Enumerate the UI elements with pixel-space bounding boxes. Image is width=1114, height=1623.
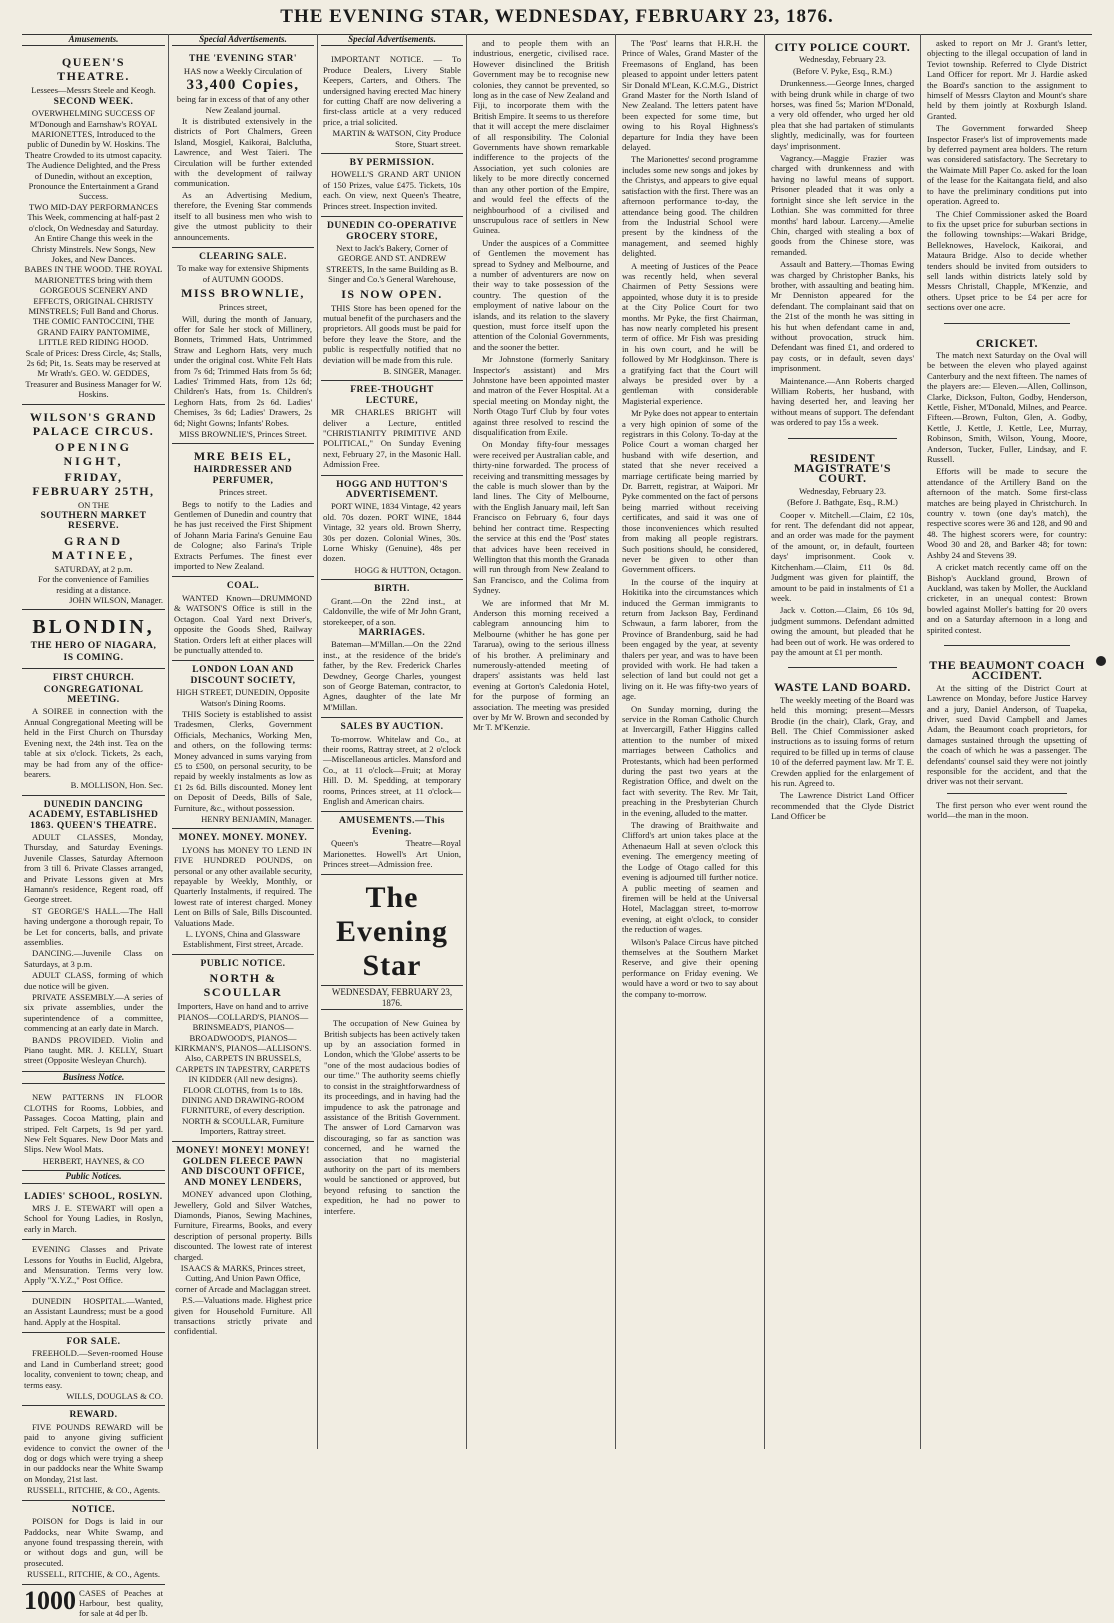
divider [788, 667, 897, 668]
ad-art-union [321, 154, 463, 217]
ad-title: WILSON'S GRAND PALACE CIRCUS. [29, 409, 158, 438]
ad-signature: JOHN WILSON, Manager. [69, 595, 163, 606]
ad-text: BANDS PROVIDED. Violin and Piano taught. MR. J. KELLY, Stuart street (Opposite Wesleyan Church). [24, 1034, 163, 1066]
article-text: Cooper v. Mitchell.—Claim, £2 10s, for rent. The defendant did not appear, and an order was made for the payment of the amount, or, in default, fourteen days' imprisonment. Cook v. Kitchenham.—Claim, £11 0s 8d. Judgment was given for plaintiff, the amount to be paid in instalments of £1 a week. [771, 509, 914, 603]
article-text: Jack v. Cotton.—Claim, £6 10s 9d, judgment summons. Defendant admitted owing the amount, but pleaded that he had been out of work. He was ordered to pay the amount at £1 per month. [771, 605, 914, 657]
ad-text: Importers, Have on hand and to arrive PIANOS—COLLARD'S, PIANOS—BRINSMEAD'S, PIANOS—BROADWOOD'S, PIANOS—KIRKMAN'S, PIANOS—ALLISON'S. Also, CARPETS IN BRUSSELS, CARPETS IN TAPESTRY, CARPETS IN KIDDER (All new designs). FLOOR CLOTHS, from 1s to 18s. DINING AND DRAWING-ROOM FURNITURE, of every description. [174, 1001, 312, 1116]
article-text: Drunkenness.—George Innes, charged with being drunk while in charge of two horses, was fined 5s; Marion M'Donald, a very old offender, who urged her old plea that she had partaken of stimulants slightly, medicinally, was for fourteen days' imprisonment. [771, 78, 914, 151]
ad-title: FREE-THOUGHT LECTURE, [350, 385, 434, 406]
police-court-report [768, 34, 917, 432]
ad-peaches [22, 1585, 165, 1623]
waste-land-board-report [768, 674, 917, 825]
section-special: Special Advertisements. [321, 34, 463, 46]
ad-subtitle: SECOND WEEK. [53, 96, 134, 107]
ad-signature: HOGG & HUTTON, Octagon. [354, 564, 461, 575]
ad-text: Next to Jack's Bakery, Corner of GEORGE AND ST. ANDREW STREETS, In the same Building as B. Singer and Co.'s General Warehouse, [326, 242, 458, 285]
article-text: The Government forwarded Sheep Inspector Fraser's list of improvements made by deferred payment area holders. The return was considered satisfactory. The Secretary to the Waimate Mill Paper Co. asked for the loan of the lease for the Kaitangata field, and also to have the preliminary conditions put into operation. Agreed to. [927, 123, 1087, 207]
article-text: Vagrancy.—Maggie Frazier was charged with drunkenness and with having no lawful means of support. Prisoner pleaded that it was only a fortnight since she left service in the Lothian. She was committed for three months' hard labour. Larceny.—Amelie Chin, charged with stealing a box of goods from the Chinese store, was remanded. [771, 153, 914, 257]
ad-title: LONDON LOAN AND DISCOUNT SOCIETY, [190, 665, 296, 686]
ad-signature: L. LYONS, China and Glassware Establishment, First street, Arcade. [182, 929, 304, 950]
ad-signature: HENRY BENJAMIN, Manager. [201, 814, 312, 824]
ad-money-lyons [172, 829, 314, 954]
ad-subtitle: MISS BROWNLIE, [181, 286, 305, 301]
notice-text: Queen's Theatre—Royal Marionettes. Howell's Art Union, Princes street—Admission free. [323, 838, 461, 870]
column-3 [321, 34, 463, 1449]
leader-masthead: The Evening Star [335, 881, 449, 983]
ad-title: COAL. [226, 581, 260, 592]
column-1 [22, 34, 165, 1619]
ad-signature: B. SINGER, Manager. [383, 365, 461, 376]
resident-magistrate-report [768, 445, 917, 662]
article-text: The Marionettes' second programme includes some new songs and jokes by the Christys, and appears to give equal satisfaction with the first. There was an afternoon performance to-day, the attendance being good. The children from the Industrial School were present by the kindness of the management, and seemed highly delighted. [622, 154, 758, 259]
ad-text: Scale of Prices: Dress Circle, 4s; Stalls, 2s 6d; Pit, 1s. Seats may be reserved at Mr Wrath's. GEO. W. GEDDES, Treasurer and Business Manager for W. Hoskins. [25, 347, 162, 400]
column-rule [764, 34, 765, 1449]
article-text: Wilson's Palace Circus have pitched themselves at the Southern Market Reserve, and give their opening performance on Friday evening. We would have a word or two to say about the company to-morrow. [622, 936, 758, 999]
notice-title: BIRTH. [374, 584, 410, 595]
ad-title: NOTICE. [71, 1504, 116, 1515]
ad-dancing-academy [22, 796, 165, 1072]
ad-title: REWARD. [69, 1410, 118, 1421]
ad-signature: NORTH & SCOULLAR, Furniture Importers, Rattray street. [182, 1115, 304, 1137]
ad-wilsons-circus [22, 405, 165, 611]
ad-subtitle: CONGREGATIONAL MEETING. [43, 684, 144, 706]
ad-signature: MISS BROWNLIE'S, Princes Street. [179, 429, 307, 439]
column-rule [317, 34, 318, 1449]
ad-text: TWO MID-DAY PERFORMANCES This Week, commencing at half-past 2 o'clock, On Wednesday and Saturday. [27, 201, 160, 233]
ad-subtitle: IS NOW OPEN. [341, 286, 443, 301]
ad-title: CLEARING SALE. [199, 251, 287, 262]
ad-floor-cloths [22, 1088, 165, 1171]
ad-golden-fleece [172, 1142, 314, 1342]
ad-text: Lessees—Messrs Steele and Keogh. [31, 85, 156, 96]
notices-births-marriages [321, 580, 463, 718]
ad-text: Princes street, [218, 302, 268, 313]
article-text: Maintenance.—Ann Roberts charged William Roberts, her husband, with having deserted her, and leaving her without means of support. The defendant was ordered to pay 15s a week. [771, 375, 914, 428]
ad-title: MONEY. MONEY. MONEY. [178, 833, 308, 844]
ad-signature: B. MOLLISON, Hon. Sec. [70, 780, 163, 791]
section-special: Special Advertisements. [172, 34, 314, 46]
ad-text: DANCING.—Juvenile Class on Saturdays, at 3 p.m. [24, 948, 163, 969]
article-text: In the course of the inquiry at Hokitika into the circumstances which induced the German immigrants to return from Jackson Bay, Ferdinand Schwaun, a farm laborer, from the Province of Brandenburg, said he had been engaged by the year, at seventy thalers per year, and was to have been provided with work. He had taken a selection of land but could not get a living on it. He was fifty-two years of age. [622, 576, 758, 702]
ad-text: being far in excess of that of any other New Zealand journal. [176, 94, 310, 115]
ad-evening-classes [22, 1240, 165, 1292]
ad-title: QUEEN'S THEATRE. [57, 55, 130, 84]
ad-clearing-sale [172, 248, 314, 445]
article-text: Efforts will be made to secure the attendance of the Artillery Band on the afternoon of the match. Some first-class matches are being played in Christchurch. In country v. town (one day's match), the respective scores were 36 and 128, and 90 and 48. The highest scorers were, for country: Wood 30 and 28, and Barker 48; for town: Ashby 24 and Stevens 39. [927, 466, 1087, 560]
article-text: Under the auspices of a Committee of Gentlemen the movement has spread to Sydney and Melbourne, and a number of adventurers are now on their way to take possession of the country. The question of the employment of native labour on the islands, and its relation to the slavery question, must force itself upon the attention of the Colonial Governments, and the sooner the better. [473, 237, 609, 352]
ad-text: FREEHOLD.—Seven-roomed House and Land in Cumberland street; good locality, convenient to town; cheap, and terms easy. [24, 1348, 163, 1390]
sales-by-auction [321, 718, 463, 812]
article-bench: (Before V. Pyke, Esq., R.M.) [793, 65, 892, 76]
article-text: Mr Pyke does not appear to entertain a very high opinion of some of the registrars in this Colony. To-day at the Police Court a woman charged her husband with wife desertion, and stated that she never received a marriage certificate being married by Dr. Barrett, registrar, at Waipori. Mr Pyke commented on the fact of persons being married without receiving certificates, and said it was one of those inconveniences which resulted from making all people registrars. Such positions should, he considered, never be given to other than Government officers. [622, 408, 758, 575]
article-text: Assault and Battery.—Thomas Ewing was charged by Christopher Banks, his brother, with assaulting and beating him. Mr Denniston appeared for the defendant. The complainant said that on the 21st of the month he was sitting in his hut when defendant came in and, without provocation, struck him. Defendant was fined £1, and ordered to pay costs, or in default, seven days' imprisonment. [771, 259, 914, 374]
ad-text: Will, during the month of January, offer for Sale her stock of Millinery, Bonnets, Trimmed Hats, Untrimmed Straw and Leghorn Hats, very much under the original cost. White Felt Hats from 7s 6d; Trimmed Hats from 5s 6d; Ladies' Trimmed Hats, from 12s 6d; Children's Hats, from 1s. Children's Leghorn Hats, from 2s 6d. Ladies' Chemises, 3s 6d; Ladies' Drawers, 2s 6d; Night Gowns; Infants' Robes. [174, 313, 312, 428]
ad-signature: WILLS, DOUGLAS & CO. [66, 1391, 163, 1402]
news-column [619, 34, 761, 1003]
article-text: On Monday fifty-four messages were received per Australian cable, and thirty-nine forwarded. The process of receiving and transmitting messages by the cable is much slower than by the land lines. The City of Melbourne, with the English January mail, left San Francisco on February 6, four days behind her contract time. Respecting the service at this end the 'Post' states that advices have been received in Wellington that this month the Granada will run through from New Zealand to San Francisco, and the Colima from Sydney. [473, 439, 609, 596]
ad-text: IMPORTANT NOTICE. — To Produce Dealers, Livery Stable Keepers, Carters, and Others. The undersigned having erected Mac hinery for cutting Chaff are now delivering a first-class article at a very reduced price, a trial solicited. [323, 54, 461, 127]
margin-ink-dot [1096, 656, 1106, 666]
divider [944, 323, 1070, 324]
ad-title: PUBLIC NOTICE. [200, 958, 286, 969]
article-text: The Lawrence District Land Officer recommended that the Clyde District Land Officer be [771, 790, 914, 822]
ad-title: DUNEDIN CO-OPERATIVE GROCERY STORE, [327, 221, 457, 242]
ad-coal [172, 577, 314, 661]
ad-text: MONEY advanced upon Clothing, Jewellery, Gold and Silver Watches, Diamonds, Pianos, Sewing Machines, Furniture, Firearms, Books, and every description of personal property. Bills discounted. The lowest rate of interest charged. [174, 1189, 312, 1262]
notice-title: AMUSEMENTS.—This Evening. [339, 816, 445, 837]
ad-text: ON THE [77, 499, 110, 510]
divider [788, 438, 897, 439]
notice-text: Bateman—M'Millan.—On the 22nd inst., at the residence of the bride's father, by the Rev. Frederick Charles Dewdney, George Charles, youngest son of George Bateman, contractor, to Agnes, daughter of the late Mr M'Millan. [323, 639, 461, 712]
beaumont-coach-report [924, 652, 1090, 825]
ad-text: EVENING Classes and Private Lessons for Youths in Euclid, Algebra, and Mensuration. Terms very low. Apply "X.Y.Z.," Post Office. [24, 1244, 163, 1286]
ad-subtitle: HAIRDRESSER AND PERFUMER, [193, 465, 293, 486]
ad-text: To make way for extensive Shipments of AUTUMN GOODS. [177, 263, 309, 284]
ad-title: DUNEDIN DANCING ACADEMY, ESTABLISHED 1863. QUEEN'S THEATRE. [28, 799, 159, 831]
masthead: THE EVENING STAR, WEDNESDAY, FEBRUARY 23, 1876. [0, 6, 1114, 32]
ad-subtitle: FRIDAY, FEBRUARY 25TH, [32, 469, 155, 498]
amusements-listing [321, 812, 463, 875]
ad-text: An Entire Change this week in the Christy Minstrels. New Songs, New Jokes, and New Dances. [31, 233, 156, 264]
ad-subtitle: THE HERO OF NIAGARA, [30, 641, 157, 652]
article-title: THE BEAUMONT COACH ACCIDENT. [929, 657, 1085, 683]
article-text: The weekly meeting of the Board was held this morning; present—Messrs Brodie (in the chair), Clark, Gray, and Bell. The Chief Commissioner asked instructions as to issuing forms of return required to be filled up in terms of clause 10 of the deferred payment law. Mr T. E. Crewden applied for the enlargement of his run. Agreed to. [771, 694, 914, 788]
news-column [470, 34, 612, 737]
column-6 [768, 34, 917, 1449]
ad-subtitle: 33,400 Copies, [186, 77, 300, 94]
ad-loan-society [172, 661, 314, 829]
ad-blondin [22, 610, 165, 669]
ad-for-sale [22, 1333, 165, 1406]
leader-date: WEDNESDAY, FEBRUARY 23, 1876. [321, 985, 463, 1010]
ad-text: HIGH STREET, DUNEDIN, Opposite Watson's Dining Rooms. [176, 687, 310, 708]
ad-text: WANTED Known—DRUMMOND & WATSON'S Office is still in the Octagon. Coal Yard next Driver's, opposite the Goods Shed, Railway Station. Orders left at either places will be punctually attended to. [174, 592, 312, 655]
article-text: The 'Post' learns that H.R.H. the Prince of Wales, Grand Master of the Freemasons of England, has been pleased to appoint under letters patent Sir Donald M'Lean, K.C.M.G., District Grand Master for the North Island of New Zealand. The letters patent have been expected for some time, but owing to his Royal Highness's departure for India they have been delayed. [622, 38, 758, 153]
article-text: asked to report on Mr J. Grant's letter, objecting to the illegal occupation of land in Teviot township. Referred to Clyde District Land Officer for report. Mr J. Hardie asked the Board's sanction to the assignment to himself of Messrs Clayton and Mount's share held by them jointly at Roxburgh Island. Granted. [927, 38, 1087, 121]
section-business: Business Notice. [22, 1072, 165, 1084]
ad-signature: ISAACS & MARKS, Princes street, Cutting, And Union Pawn Office, corner of Arcade and Maclaggan street. [175, 1263, 311, 1294]
notice-text: To-morrow. Whitelaw and Co., at their rooms, Rattray street, at 2 o'clock—Miscellaneous articles. Mansford and Co., at 11 o'clock—Fruit; at Moray Hill. D. M. Spedding, at temporary rooms, Princes street, at 11 o'clock—English and American chairs. [323, 733, 461, 806]
ad-first-church [22, 669, 165, 795]
section-public: Public Notices. [22, 1171, 165, 1183]
ad-signature: RUSSELL, RITCHIE, & CO., Agents. [27, 1569, 160, 1580]
ad-hairdresser [172, 444, 314, 577]
notice-text: Grant.—On the 22nd inst., at Caldonville, the wife of Mr John Grant, storekeeper, of a son. [323, 595, 461, 627]
ad-number: 1000 [24, 1585, 76, 1615]
column-rule [615, 34, 616, 1449]
article-text: The first person who ever went round the world—the man in the moon. [927, 799, 1087, 821]
column-4 [470, 34, 612, 1449]
ad-important-notice [321, 50, 463, 154]
ad-title: FIRST CHURCH. [52, 673, 135, 684]
notice-title: MARRIAGES. [358, 627, 426, 638]
article-text: On Sunday morning, during the service in the Roman Catholic Church at Invercargill, Father Higgins called attention to the number of mixed marriages between Catholics and Protestants, which had been performed during the past two years at the Registration Office, and dwelt on the fact with severity. The Rev. Mr Tait, preaching in the Presbyterian Church in the evening, alluded to the matter. [622, 703, 758, 818]
article-title: RESIDENT MAGISTRATE'S COURT. [793, 450, 892, 486]
column-rule [168, 34, 169, 1449]
ad-signature: HERBERT, HAYNES, & CO [42, 1155, 145, 1166]
ad-cooperative-store [321, 217, 463, 381]
ad-signature: RUSSELL, RITCHIE, & CO., Agents. [27, 1485, 160, 1496]
ad-title: MRE BEIS EL, [193, 449, 293, 464]
ad-text: PRIVATE ASSEMBLY.—A series of six private assemblies, under the superintendence of a committee, commencing at an early date in March. [24, 992, 163, 1034]
ad-text: MR CHARLES BRIGHT will deliver a Lecture, entitled "CHRISTIANITY PRIMITIVE AND POLITICAL," On Sunday Evening next, February 27, in the Masonic Hall. Admission Free. [323, 407, 461, 470]
ad-evening-star-circulation [172, 50, 314, 248]
ad-text: BABES IN THE WOOD. THE ROYAL MARIONETTES bring with them GORGEOUS SCENERY AND EFFECTS, ORIGINAL CHRISTY MINSTRELS; Full Band and Chorus. THE COMIC FANTOCCINI, THE GRAND FAIRY PANTOMIME, LITTLE RED RIDING HOOD. [24, 264, 163, 348]
article-text: At the sitting of the District Court at Lawrence on Monday, before Justice Harvey and a jury, Daniel Anderson, of Tuapeka, driver, sued David Campbell and James Adam, the Beaumont coach proprietors, for damages sustained through the upsetting of the coach of which he was a passenger. The defendants' counsel said they were not jointly responsible for the accident, and that the driver was not their servant. [927, 682, 1087, 787]
ad-lecture [321, 381, 463, 475]
article-text: Mr Johnstone (formerly Sanitary Inspector's assistant) and Mrs Johnstone have been appointed master and matron of the Fever Hospital. At a special meeting on Monday night, the North Otago Turf Club by four votes against three resolved to rescind the disqualification from Exile. [473, 354, 609, 438]
article-text: A meeting of Justices of the Peace was recently held, when several Chairmen of Petty Sessions were appointed, whose duty it is to preside at the City Police Court for two months. Mr Pyke, the first Chairman, has now nearly completed his present term of office. Mr Fish was presiding in his own court, and he will be followed by Mr Hodgkinson. There is a gratifying fact that the Court will always be presided over by a gentleman with considerable Magisterial experience. [622, 260, 758, 406]
column-5 [619, 34, 761, 1449]
ad-subtitle: GRAND MATINEE, [51, 533, 136, 562]
ad-reward [22, 1406, 165, 1500]
article-text: We are informed that Mr M. Anderson this morning received a cablegram announcing him to Melbourne (whither he has gone per Tararua), owing to the serious illness of his brother. A preliminary and numerously-attended meeting of drapers' assistants was held last evening at Gorton's Caledonia Hotel, for the purpose of forming an association. The meeting was presided over by Mr W. Brown and seconded by Mr T. M'Kenzie. [473, 597, 609, 733]
cricket-report [924, 330, 1090, 639]
divider [947, 793, 1067, 794]
article-text: The occupation of New Guinea by British subjects has been actively taken up by an association formed in London, which the 'Globe' asserts to be "one of the most audacious bodies of our time." The authority seems chiefly to consist in the straightforwardness of its proceedings, and in having had the impudence to ask the patronage and assistance of the British Government. The answer of Lord Carnarvon was discouraging, so far as sanction was concerned, and he warned the association that no magisterial authority on the part of its members would be sanctioned or approved, but beyond refusing to sanction the expedition, he had no power to interfere. [324, 1018, 460, 1216]
ad-hospital [22, 1292, 165, 1333]
ad-text: Princes street. [218, 487, 268, 498]
column-rule [920, 34, 921, 1449]
ad-text: FIVE POUNDS REWARD will be paid to anyone giving sufficient evidence to convict the owner of the dog or dogs which were trying a sheep in our paddocks near the White Swamp on Monday, 21st last. [24, 1421, 163, 1484]
ad-text: A SOIREE in connection with the Annual Congregational Meeting will be held in the First Church on Thursday Evening next, the 24th inst. Tea on the table at six o'clock. Tickets, 2s each, may be had from any of the office-bearers. [24, 706, 163, 779]
ad-title: LADIES' SCHOOL, ROSLYN. [24, 1191, 163, 1202]
ad-text: For the convenience of Families residing at a distance. [38, 574, 149, 595]
ad-text: CASES of Peaches at Harbour, best quality, for sale at 4d per lb. [79, 1587, 163, 1619]
waste-land-board-continued [924, 34, 1090, 317]
ad-signature: MARTIN & WATSON, City Produce Store, Stuart street. [332, 128, 461, 149]
ad-title: THE 'EVENING STAR' [188, 54, 298, 65]
ad-title: BY PERMISSION. [349, 158, 435, 169]
ad-title: BLONDIN, [32, 616, 155, 639]
section-amusements: Amusements. [22, 34, 165, 46]
ad-text: POISON for Dogs is laid in our Paddocks, near White Swamp, and anyone found trespassing therein, with or without dogs and gun, will be prosecuted. [24, 1516, 163, 1568]
column-7 [924, 34, 1090, 1449]
ad-ladies-school [22, 1188, 165, 1241]
column-rule [466, 34, 467, 1449]
ad-text: ADULT CLASS, forming of which due notice will be given. [24, 970, 163, 991]
article-text: and to people them with an industrious, energetic, civilised race. However disinclined the British Government may be to recognise new colonies, they cannot be prevented, so long as in the case of New Zealand and Fiji, to incorporate them with the British Empire. It seems to us therefore that it will accept the mere disclaimer of all responsibility. The Colonial Governments have shown remarkable indifference to the projects of the Association, yet such colonies are likely to be more directly concerned than any other portion of the Empire, and would feel the effects of the neighbourhood of a civilised and unscrupulous race of settlers in New Guinea. [473, 38, 609, 236]
ad-subtitle: SOUTHERN MARKET RESERVE. [40, 511, 147, 532]
ad-text: THIS Store has been opened for the mutual benefit of the purchasers and the proprietors. All goods must be paid for before they leave the Store, and the public is respectfully notified that no deviation will be made from this rule. [323, 302, 461, 365]
article-text: The Chief Commissioner asked the Board to fix the upset price for suburban sections in the following townships:—Wakari Bridge, Belleknowes, Havelock, Kaikorai, and Mataura Bridge. Also to decide whether tenders should be invited from outsiders to sell lands within districts lately sold by Messrs Christall, Chapple, M'Kenzie, and others. Upset price to be £4 per acre for sections over one acre. [927, 208, 1087, 313]
ad-text: It is distributed extensively in the districts of Port Chalmers, Green Island, Mosgiel, Kaikorai, Balclutha, Lawrence, and West Taieri. The Circulation will be further extended with the development of railway communication. [174, 116, 312, 189]
ad-queens-theatre [22, 50, 165, 404]
ad-text: HOWELL'S GRAND ART UNION of 150 Prizes, value £475. Tickets, 10s each. On view, next Queen's Theatre, Princes street. Inspection invited. [323, 169, 461, 211]
ad-text: OVERWHELMING SUCCESS OF M'Donough and Earnshaw's ROYAL MARIONETTES, Introduced to the public of Dunedin by W. Hoskins. The Theatre Crowded to its utmost capacity. The Audience Delighted, and the Press of Dunedin, without an exception, Pronounce the Entertainment a Grand Success. [25, 108, 162, 202]
article-bench: (Before J. Bathgate, Esq., R.M.) [787, 497, 898, 508]
article-date: Wednesday, February 23. [798, 485, 887, 496]
article-date: Wednesday, February 23. [798, 54, 887, 65]
article-title: WASTE LAND BOARD. [774, 680, 911, 695]
ad-subtitle: IS COMING. [63, 652, 124, 663]
notice-title: SALES BY AUCTION. [340, 722, 444, 733]
ad-subtitle: NORTH & SCOULLAR [203, 971, 283, 1000]
ad-subtitle: OPENING NIGHT, [54, 439, 132, 468]
article-title: CITY POLICE COURT. [774, 40, 911, 54]
ad-text: Begs to notify to the Ladies and Gentlemen of Dunedin and country that he has just received the First Shipment of Johann Maria Farina's Genuine Eau de Cologne; also Farina's Triple Extracts Perfumes. The finest ever imported to New Zealand. [174, 498, 312, 572]
article-title: CRICKET. [975, 335, 1039, 350]
ad-text: DUNEDIN HOSPITAL.—Wanted, an Assistant Laundress; must be a good hand. Apply at the Hospital. [24, 1295, 163, 1327]
ad-notice-poison [22, 1501, 165, 1585]
ad-text: As an Advertising Medium, therefore, the Evening Star commends itself to all business men who wish to give the utmost publicity to their announcements. [174, 189, 312, 242]
ad-text: MRS J. E. STEWART will open a School for Young Ladies, in Roslyn, early in March. [24, 1202, 163, 1234]
ad-text: HAS now a Weekly Circulation of [183, 65, 303, 76]
leader-article [321, 1014, 463, 1220]
ad-text: LYONS has MONEY TO LEND IN FIVE HUNDRED POUNDS, on personal or any other available security, repayable by Weekly, Monthly, or Quarterly Instalments, if required. The lowest rate of interest charged. Money Lent on Bills of Sale, Bills Discounted. Valuations Made. [174, 844, 312, 928]
article-text: A cricket match recently came off on the Bishop's Auckland ground, Brown of Auckland, was taken by Moller, the Auckland cricketer, in an unequal contest: Brown bowled against Moller's batting for 20 overs and on a Saturday afternoon in a long and spirited contest. [927, 562, 1087, 635]
column-2 [172, 34, 314, 1449]
ad-text: SATURDAY, at 2 p.m. [54, 563, 133, 574]
divider [944, 645, 1070, 646]
article-text: The drawing of Braithwaite and Clifford's art union takes place at the Athenaeum Hall at seven o'clock this evening. The emergency meeting of the Lodge of Otago called for this evening is adjourned till further notice. A public meeting of seamen and firemen will be held at the Universal Hotel, Maclaggan street, to-morrow evening, at eight o'clock, to consider the reduction of wages. [622, 820, 758, 935]
ad-hogg-hutton [321, 476, 463, 581]
ad-title: FOR SALE. [66, 1337, 121, 1347]
ad-text: PORT WINE, 1834 Vintage, 42 years old. 70s dozen. PORT WINE, 1844 Vintage, 32 years old. Brown Sherry, 30s per dozen. Colonial Wines, 30s. Lorne Whisky (Genuine), 48s per dozen. [323, 501, 461, 564]
ad-north-scoullar [172, 955, 314, 1142]
ad-title: HOGG AND HUTTON'S ADVERTISEMENT. [336, 479, 448, 501]
ad-text: ST GEORGE'S HALL.—The Hall having undergone a thorough repair, To be Let for concerts, balls, and private assemblies. [24, 905, 163, 947]
ad-text: P.S.—Valuations made. Highest price given for Household Furniture. All transactions strictly private and confidential. [174, 1295, 312, 1337]
ad-text: ADULT CLASSES, Monday, Thursday, and Saturday Evenings. Juvenile Classes, Saturday Afternoon from 3 till 6. Private Classes arranged, and Private Lessons given at Mrs Hamann's residence, Regent road, off George street. [24, 831, 163, 905]
ad-title: MONEY! MONEY! MONEY! [176, 1145, 310, 1156]
ad-subtitle: GOLDEN FLEECE PAWN AND DISCOUNT OFFICE, AND MONEY LENDERS, [181, 1156, 305, 1188]
article-text: The match next Saturday on the Oval will be between the eleven who played against Canterbury and the next fifteen. The names of the players are:— Eleven.—Allen, Collinson, Clarke, Dickson, Fulton, Godby, Henderson, Kettle, Fisher, M'Donald, Milnes, and Pearce. Fifteen.—Brown, Fulton, Glen, A. Godby, Kettle, J. Kettle, J. Kettle, Lee, Murray, Robinson, Smith, Wilson, Young, Moore, Anderson, Tucker, Fuller, Lindsay, and F. Russell. [927, 349, 1087, 465]
ad-text: THIS Society is established to assist Tradesmen, Clerks, Government Officials, Mechanics, Working Men, and others, on the following terms: Money advanced in sums varying from £5 to £500, on personal security, to be repaid by weekly instalments as low as £1 2s 6d. Bills discounted. Money lent on Deposit of Deeds, Bills of Sale, Furniture, &c., without possession. [174, 708, 312, 813]
ad-text: NEW PATTERNS IN FLOOR CLOTHS for Rooms, Lobbies, and Passages. Cocoa Matting, plain and striped. Felt Carpets, 1s 9d per yard. New Felt Squares. New Door Mats and Slips. New Wool Mats. [24, 1092, 163, 1155]
